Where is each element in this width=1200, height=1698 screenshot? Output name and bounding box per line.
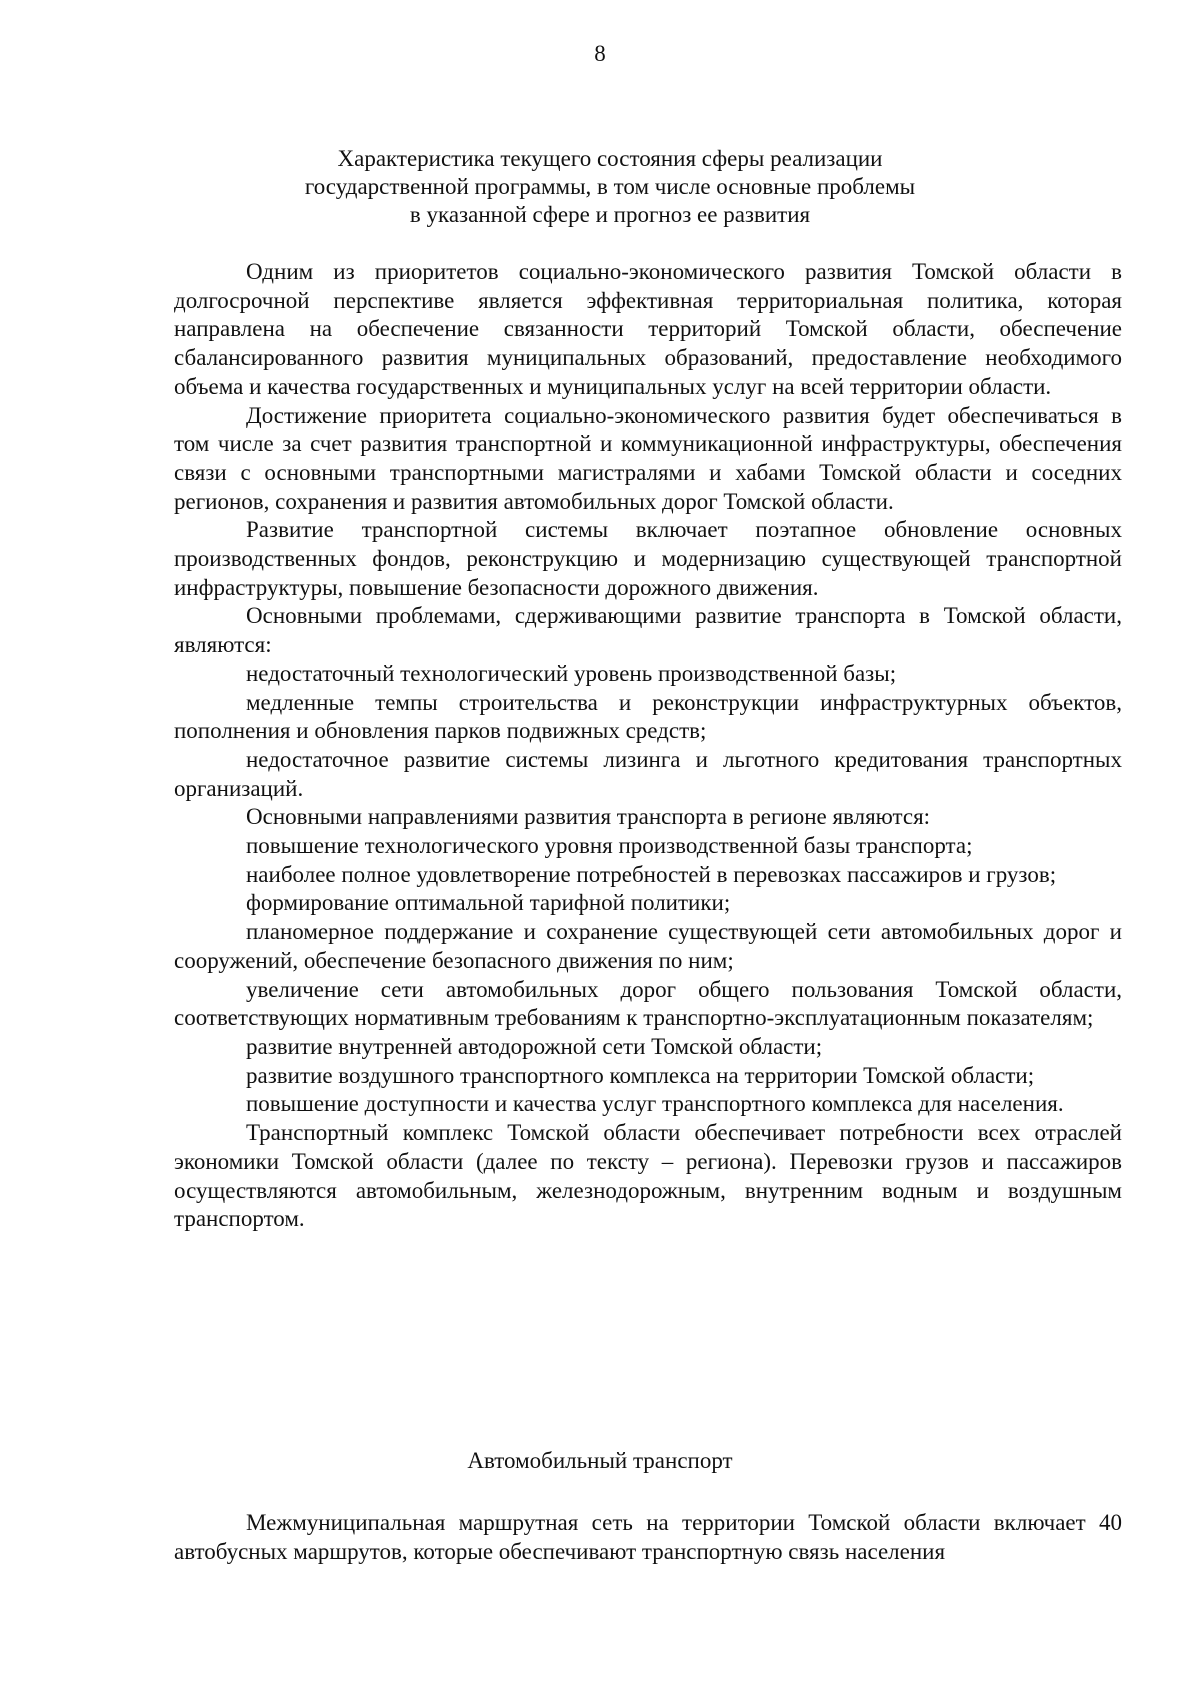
heading-line: Характеристика текущего состояния сферы реализации [337,146,883,171]
list-item: развитие внутренней автодорожной сети Томской области; [246,1033,823,1059]
page-number: 8 [594,41,606,66]
heading-line: государственной программы, в том числе основные проблемы [304,174,916,199]
list-item: развитие воздушного транспортного комплекса на территории Томской области; [246,1062,1035,1088]
list-item: формирование оптимальной тарифной политики; [246,890,731,916]
list-item: повышение доступности и качества услуг транспортного комплекса для населения. [246,1091,1064,1117]
list-item: планомерное поддержание и сохранение существующей сети автомобильных дорог и сооружений, обеспечение безопасного движения по ним; [174,919,1122,973]
paragraph: Одним из приоритетов социально-экономического развития Томской области в долгосрочной перспективе является эффективная территориальная политика, которая направлена на обеспечение связанности территорий Томской области, обеспечение сбалансированного развития муниципальных образований, предоставление необходимого объема и качества государственных и муниципальных услуг на всей территории области. [174,259,1122,399]
paragraph: Межмуниципальная маршрутная сеть на территории Томской области включает 40 автобусных маршрутов, которые обеспечивают транспортную связь населения [174,1510,1122,1564]
paragraph: Основными проблемами, сдерживающими развитие транспорта в Томской области, являются: [174,603,1122,658]
paragraph: Достижение приоритета социально-экономического развития будет обеспечиваться в том числе за счет развития транспортной и коммуникационной инфраструктуры, обеспечения связи с основными транспортными магистралями и хабами Томской области и соседних регионов, сохранения и развития автомобильных дорог Томской области. [174,402,1122,514]
heading-line: в указанной сфере и прогноз ее развития [409,202,811,227]
list-item: увеличение сети автомобильных дорог общего пользования Томской области, соответствующих нормативным требованиям к транспортно-эксплуатационным показателям; [174,976,1122,1031]
section-heading [170,145,1050,229]
list-item: наиболее полное удовлетворение потребностей в перевозках пассажиров и грузов; [246,861,1057,887]
paragraph: Транспортный комплекс Томской области обеспечивает потребности всех отраслей экономики Томской области (далее по тексту – региона). Перевозки грузов и пассажиров осуществляются автомобильным, железнодорожным, внутренним водным и воздушным транспортом. [174,1120,1122,1232]
subsection-body [174,1508,1122,1566]
body-text [174,258,1122,1234]
paragraph: Основными направлениями развития транспорта в регионе являются: [246,804,931,830]
list-item: недостаточное развитие системы лизинга и льготного кредитования транспортных организаций. [174,746,1122,801]
subsection-title: Автомобильный транспорт [467,1448,733,1473]
list-item: медленные темпы строительства и реконструкции инфраструктурных объектов, пополнения и обновления парков подвижных средств; [174,689,1122,744]
list-item: недостаточный технологический уровень производственной базы; [246,660,897,686]
list-item: повышение технологического уровня производственной базы транспорта; [246,833,973,859]
paragraph: Развитие транспортной системы включает поэтапное обновление основных производственных фондов, реконструкцию и модернизацию существующей транспортной инфраструктуры, повышение безопасности дорожного движения. [174,517,1122,600]
